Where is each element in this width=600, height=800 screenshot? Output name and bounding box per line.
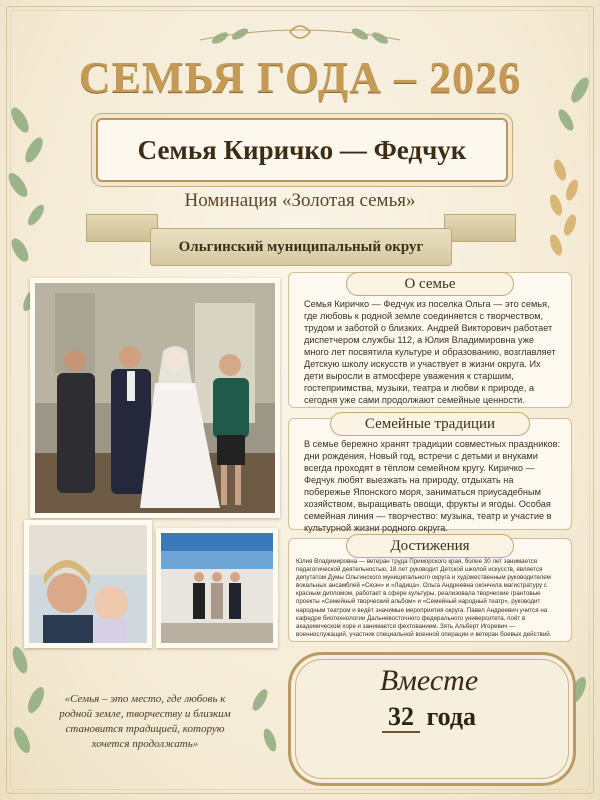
together-label: Вместе — [379, 664, 479, 697]
district-ribbon: Ольгинский муниципальный округ — [150, 228, 452, 266]
traditions-text: В семье бережно хранят традиции совместных праздников: дни рождения, Новый год, встречи с детьми и внуками всегда проходят в тёплом семейном кругу. Киричко — Федчук любят выезжать на природу, отдыхать на побережье Японского моря, заниматься приусадебным хозяйством, выращивать овощи, фрукты и ягоды. Особая семейная линия — творчество: музыка, театр и участие в культурной жизни родного округа. — [304, 439, 561, 533]
award-ceremony-photo — [156, 528, 278, 648]
about-text: Семья Киричко — Федчук из поселка Ольга — это семья, где любовь к родной земле соединяется с творчеством, трудом и заботой о близких. Андрей Викторович работает диспетчером службы 112, а Юлия Владимировна уже много лет посвятила культуре и образованию, возглавляет Детскую школу искусств и участвует в жизни округа. Их дети выросли в атмосфере уважения к старшим, гостеприимства, музыки, театра и любви к природе, а сегодня уже сами продолжают семейные ценности. — [304, 299, 556, 405]
ribbon-tail-right — [444, 214, 516, 242]
family-name: Семья Киричко — Федчук — [96, 118, 508, 182]
heart-icon — [290, 26, 310, 38]
achievements-heading: Достижения — [346, 534, 514, 558]
achievements-text: Юлия Владимировна — ветеран труда Приморского края, более 30 лет занимается педагогической деятельностью, 18 лет руководит Детской школой искусств, является депутатом Думы Ольгинского муниципального округа и художественным руководителем вокальных ансамблей «Сюэн» и «Ладица». Ольга Андреевна окончила магистратуру с красным дипломом, работает в сфере культуры, реализовала творческие грантовые проекты «Семейный творческий альбом» и «Семейный народный театр», руководит народным театром и ведёт значимые мероприятия округа. Павел Андреевич учится на кафедре биотехнологии Дальневосточного федерального университета, поёт в академическом хоре и занимается фехтованием. Зять Альберт Игоревич — военнослужащий, участник специальной военной операции и ветеран боевых действий. — [296, 558, 552, 638]
family-selfie-photo — [24, 520, 152, 648]
years-label — [288, 702, 570, 732]
wedding-photo — [30, 278, 280, 518]
nomination-label: Номинация «Золотая семья» — [184, 190, 416, 211]
years-word: года — [426, 702, 477, 731]
ribbon-tail-left — [86, 214, 158, 242]
about-heading: О семье — [346, 272, 514, 296]
family-quote: «Семья – это место, где любовь к родной земле, творчеству и близким становится традицией, которую хочется продолжать» — [59, 693, 231, 750]
years-number: 32 — [382, 702, 420, 733]
traditions-heading: Семейные традиции — [330, 412, 530, 436]
page-title: СЕМЬЯ ГОДА – 2026 — [78, 53, 522, 102]
